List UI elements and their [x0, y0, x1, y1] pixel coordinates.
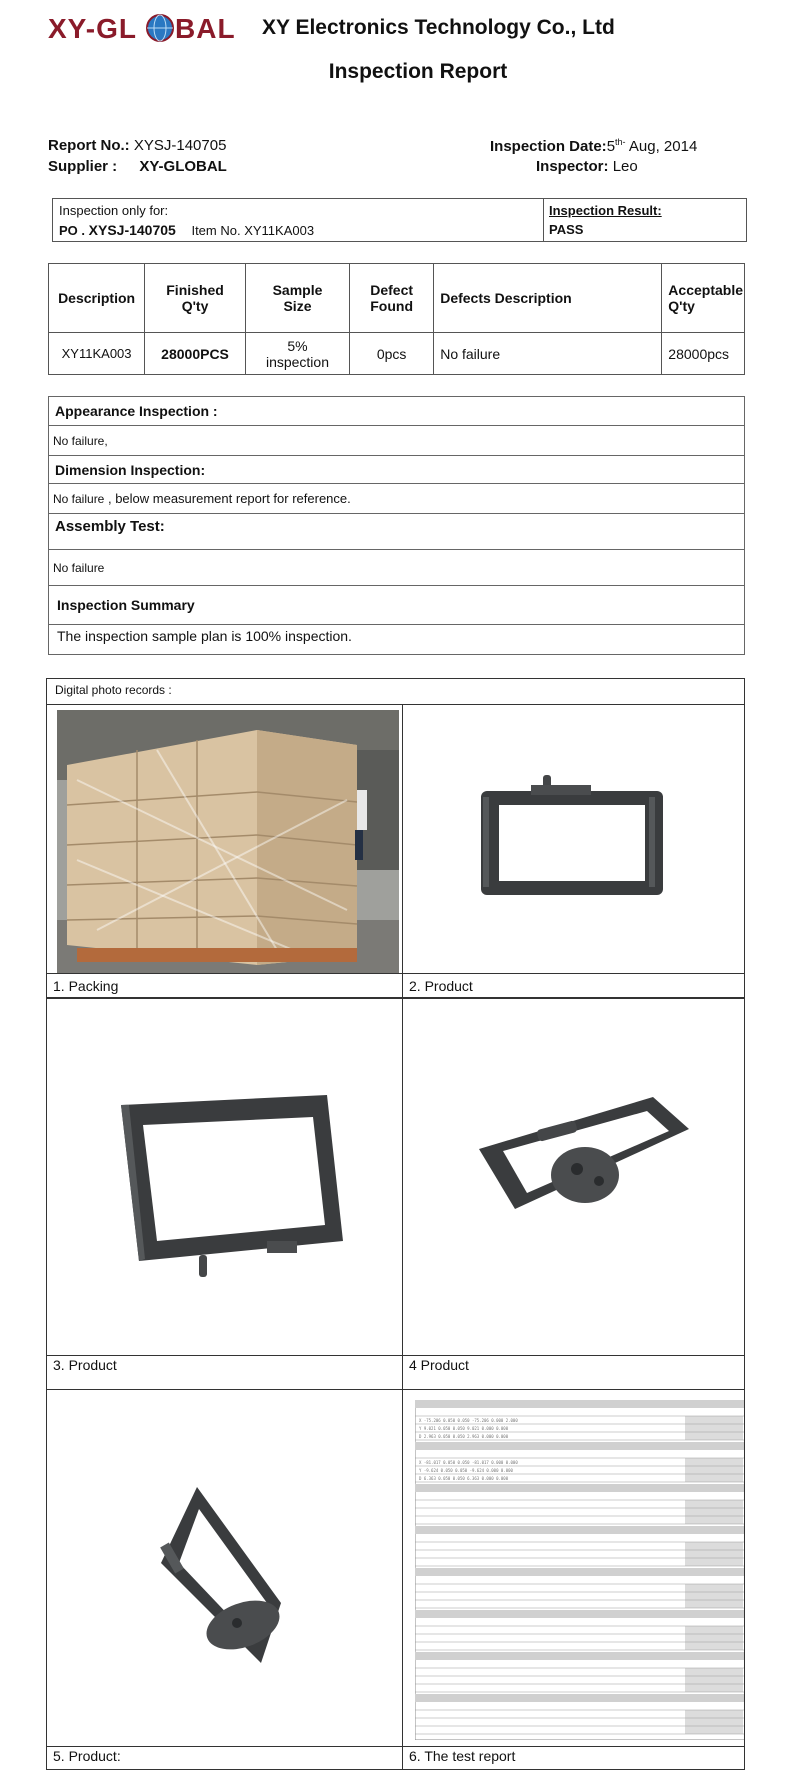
appearance-label: Appearance Inspection : — [48, 396, 745, 426]
photo-product-2-cell — [402, 704, 745, 998]
report-no — [48, 137, 226, 154]
inspection-for-label: Inspection only for: — [59, 203, 169, 218]
svg-text:XY-GL: XY-GL — [48, 13, 138, 44]
dimension-value-b: , below measurement report for reference. — [104, 491, 351, 506]
packing-photo — [57, 710, 399, 973]
photo-records-header: Digital photo records : — [46, 678, 745, 705]
caption-product-3: 3. Product — [53, 1357, 117, 1373]
product-photo-4 — [473, 1089, 693, 1229]
product-photo-5 — [157, 1483, 317, 1667]
svg-text:BAL: BAL — [175, 13, 236, 44]
cell-defects-description: No failure — [434, 333, 662, 375]
item-value: XY11KA003 — [244, 223, 315, 238]
cell-defect-found: 0pcs — [350, 333, 434, 375]
appearance-value: No failure, — [48, 426, 745, 456]
inspector — [536, 158, 638, 175]
caption-product-4: 4 Product — [409, 1357, 469, 1373]
summary-table-header — [49, 264, 745, 333]
po-value: XYSJ-140705 — [88, 222, 176, 238]
dimension-value-a: No failure — [53, 491, 105, 506]
report-title: Inspection Report — [328, 60, 508, 83]
supplier-label: Supplier : — [48, 158, 118, 175]
caption-divider — [403, 1355, 745, 1356]
test-report-image — [415, 1400, 745, 1740]
svg-text:Y 9.021 0.050 0.050: Y 9.021 0.050 0.050 9.021 0.000 0.000 — [419, 1426, 509, 1431]
col-header-sample-size: Sample Size — [245, 264, 349, 333]
supplier-value: XY-GLOBAL — [139, 158, 227, 175]
caption-divider — [47, 1746, 403, 1747]
assembly-label: Assembly Test: — [48, 514, 745, 550]
item-label: Item No. — [191, 223, 241, 238]
inspection-result-value: PASS — [549, 222, 584, 237]
svg-text:X -75.206 0.050 0.050: X -75.206 0.050 0.050 -75.206 0.000 2.000 — [419, 1418, 518, 1423]
inspection-date-label: Inspection Date: — [490, 138, 607, 155]
caption-divider — [47, 973, 403, 974]
inspector-label: Inspector: — [536, 158, 609, 175]
product-photo-3 — [117, 1091, 347, 1281]
photo-test-report-cell — [402, 1389, 745, 1770]
svg-text:X -81.017 0.050 0.050: X -81.017 0.050 0.050 -81.017 0.000 0.000 — [419, 1460, 518, 1465]
summary-table-row — [49, 333, 745, 375]
svg-text:Y -9.624 0.050 0.050: Y -9.624 0.050 0.050 -9.624 0.000 0.000 — [419, 1468, 513, 1473]
inspection-date-sup: th- — [615, 137, 626, 147]
inspection-for-left — [53, 199, 544, 241]
inspection-for-box — [52, 198, 747, 242]
assembly-value: No failure — [48, 550, 745, 586]
svg-text:D 6.363 0.050 0.050: D 6.363 0.050 0.050 6.363 0.000 0.000 — [419, 1476, 509, 1481]
caption-product-5: 5. Product: — [53, 1748, 121, 1764]
inspector-value: Leo — [612, 158, 638, 175]
supplier — [48, 158, 227, 175]
inspection-sections — [48, 396, 745, 655]
photo-product-3-cell — [46, 998, 403, 1390]
cell-description: XY11KA003 — [49, 333, 145, 375]
photo-product-4-cell — [402, 998, 745, 1390]
report-no-value: XYSJ-140705 — [133, 137, 227, 154]
caption-divider — [47, 1355, 403, 1356]
po-item-line — [59, 222, 314, 238]
report-no-label: Report No.: — [48, 137, 130, 154]
summary-label: Inspection Summary — [48, 586, 745, 625]
company-logo — [48, 8, 248, 48]
inspection-result-label: Inspection Result: — [549, 203, 662, 218]
caption-test-report: 6. The test report — [409, 1748, 516, 1764]
summary-value: The inspection sample plan is 100% inspection. — [48, 625, 745, 655]
photo-packing-cell — [46, 704, 403, 998]
col-header-defect-found: Defect Found — [350, 264, 434, 333]
product-photo-2 — [473, 767, 673, 907]
inspection-date-day: 5 — [606, 138, 616, 155]
col-header-acceptable-qty: Acceptable Q'ty — [662, 264, 745, 333]
cell-sample-size: 5% inspection — [245, 333, 349, 375]
dimension-label: Dimension Inspection: — [48, 456, 745, 484]
caption-divider — [403, 973, 745, 974]
photo-product-5-cell — [46, 1389, 403, 1770]
col-header-finished-qty: Finished Q'ty — [145, 264, 246, 333]
inspection-date — [490, 137, 697, 155]
po-label: PO . — [59, 223, 86, 238]
col-header-description: Description — [49, 264, 145, 333]
svg-text:D 2.963 0.050 0.050: D 2.963 0.050 0.050 2.963 0.000 0.000 — [419, 1434, 509, 1439]
inspection-date-rest: Aug, 2014 — [625, 138, 698, 155]
caption-packing: 1. Packing — [53, 978, 119, 994]
summary-table — [48, 263, 745, 375]
cell-acceptable-qty: 28000pcs — [662, 333, 745, 375]
caption-product-2: 2. Product — [409, 978, 473, 994]
cell-finished-qty: 28000PCS — [145, 333, 246, 375]
col-header-defects-description: Defects Description — [434, 264, 662, 333]
caption-divider — [403, 1746, 745, 1747]
dimension-value — [48, 484, 745, 514]
company-name: XY Electronics Technology Co., Ltd — [262, 16, 615, 39]
